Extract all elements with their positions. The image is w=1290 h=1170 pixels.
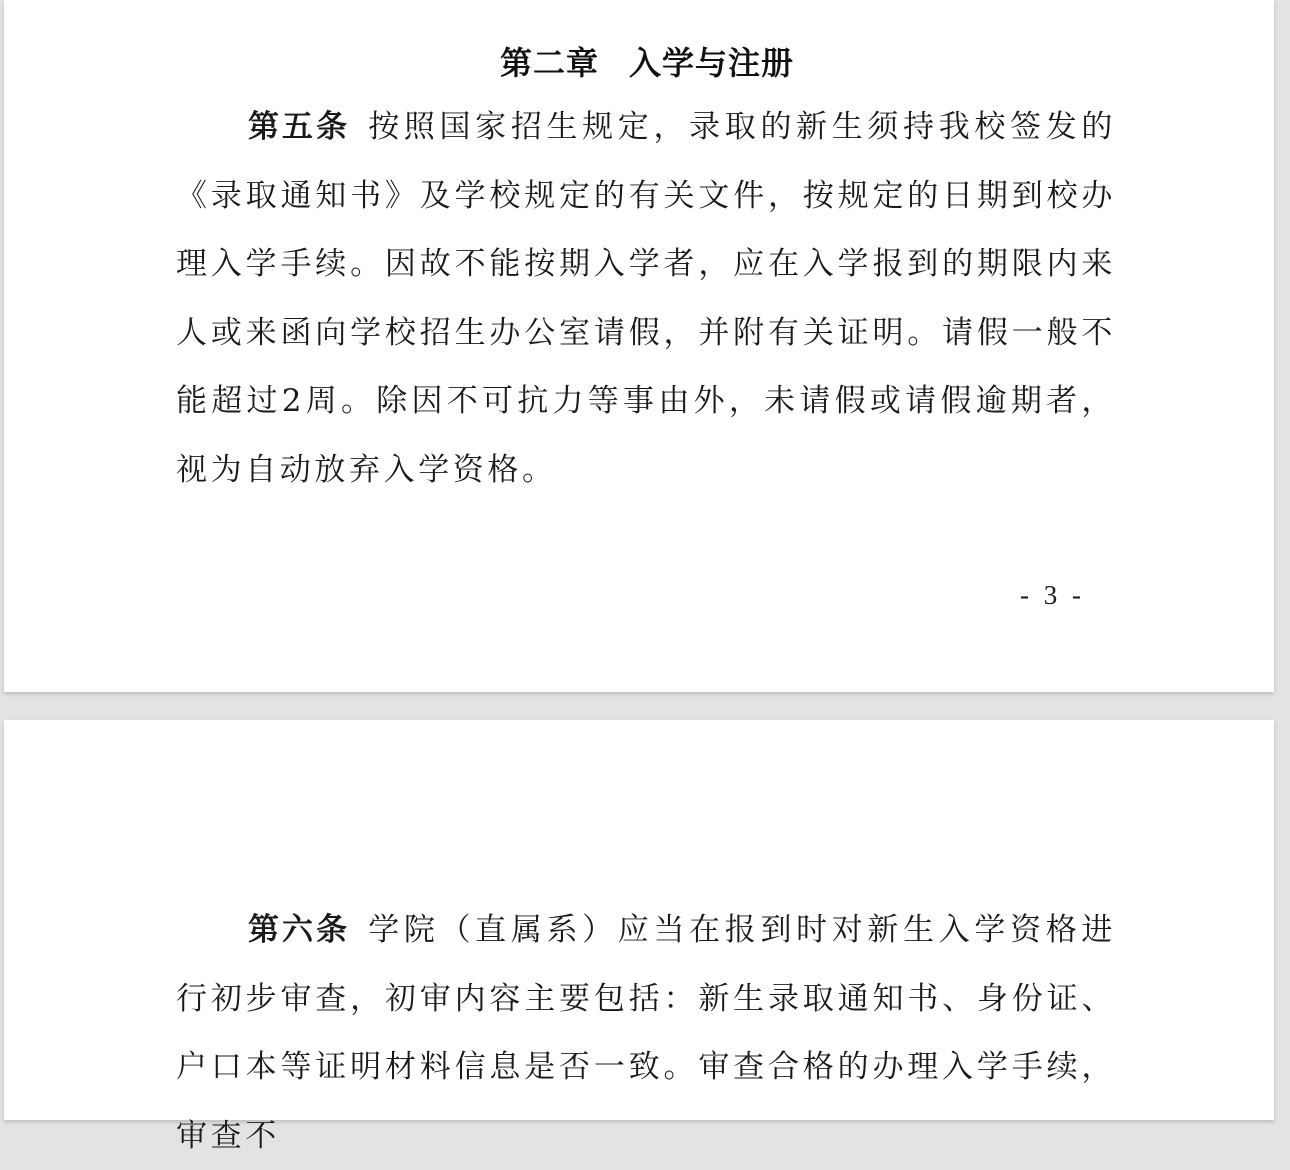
article-text: 学院（直属系）应当在报到时对新生入学资格进行初步审查，初审内容主要包括：新生录取通知书、身份证、户口本等证明材料信息是否一致。审查合格的办理入学手续，审查不 [176, 912, 1116, 1154]
document-page [4, 0, 1274, 692]
chapter-name: 入学与注册 [629, 44, 795, 82]
page-number: - 3 - [1020, 580, 1085, 610]
article-label: 第五条 [248, 109, 351, 145]
document-page [4, 720, 1274, 1154]
chapter-number: 第二章 [499, 44, 599, 82]
article-paragraph [176, 93, 1116, 504]
article-label: 第六条 [248, 912, 351, 948]
chapter-title [4, 38, 1290, 84]
article-paragraph [176, 896, 1116, 1170]
article-text: 按照国家招生规定，录取的新生须持我校签发的《录取通知书》及学校规定的有关文件，按规定的日期到校办理入学手续。因故不能按期入学者，应在入学报到的期限内来人或来函向学校招生办公室请假，并附有关证明。请假一般不能超过2周。除因不可抗力等事由外，未请假或请假逾期者，视为自动放弃入学资格。 [176, 109, 1116, 488]
